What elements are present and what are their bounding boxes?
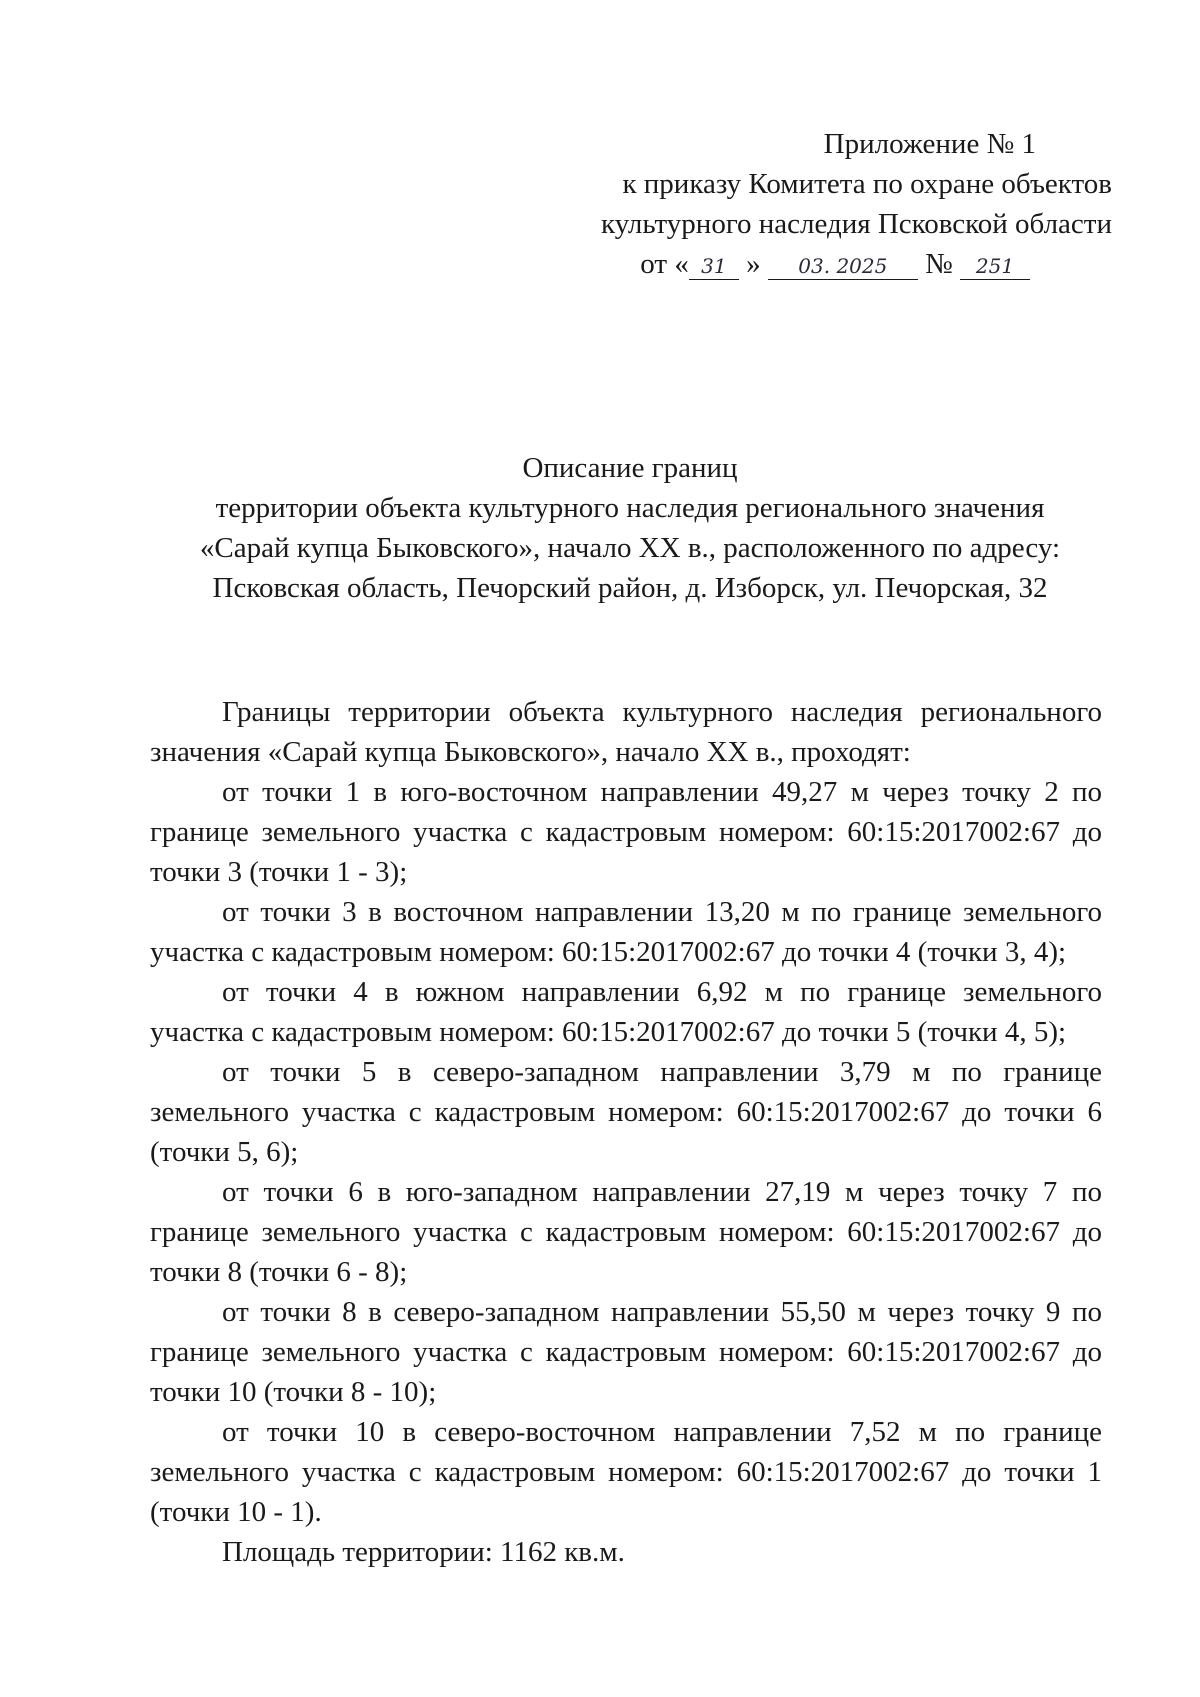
date-prefix: от «	[640, 248, 689, 280]
title-line-3: «Сарай купца Быковского», начало XX в., расположенного по адресу:	[199, 532, 1061, 564]
boundary-segment: от точки 10 в северо-восточном направлении 7,52 м по границе земельного участка с кадастровым номером: 60:15:2017002:67 до точки 1 (точки 10 - 1).	[150, 1416, 1102, 1528]
appendix-title: Приложение № 1	[823, 128, 1036, 160]
title-line-2: территории объекта культурного наследия регионального значения	[215, 492, 1045, 524]
boundary-segment: от точки 8 в северо-западном направлении 55,50 м через точку 9 по границе земельного участка с кадастровым номером: 60:15:2017002:67 до точки 10 (точки 8 - 10);	[150, 1296, 1102, 1408]
appendix-date-line	[592, 244, 1030, 284]
date-mid: »	[746, 248, 761, 280]
boundary-segment: от точки 6 в юго-западном направлении 27,19 м через точку 7 по границе земельного участка с кадастровым номером: 60:15:2017002:67 до точки 8 (точки 6 - 8);	[150, 1176, 1102, 1288]
appendix-committee: культурного наследия Псковской области	[601, 208, 1112, 240]
boundary-segment: от точки 5 в северо-западном направлении 3,79 м по границе земельного участка с кадастровым номером: 60:15:2017002:67 до точки 6 (точки 5, 6);	[150, 1056, 1102, 1168]
boundary-segment: от точки 1 в юго-восточном направлении 49,27 м через точку 2 по границе земельного участка с кадастровым номером: 60:15:2017002:67 до точки 3 (точки 1 - 3);	[150, 776, 1102, 888]
title-line-4: Псковская область, Печорский район, д. Изборск, ул. Печорская, 32	[212, 572, 1048, 604]
appendix-order-ref: к приказу Комитета по охране объектов	[622, 168, 1112, 200]
handwritten-number: 251	[960, 253, 1030, 280]
title-line-1: Описание границ	[522, 452, 738, 484]
number-prefix: №	[925, 248, 953, 280]
territory-area: Площадь территории: 1162 кв.м.	[222, 1536, 625, 1568]
intro-paragraph: Границы территории объекта культурного наследия регионального значения «Сарай купца Быковского», начало XX в., проходят:	[150, 696, 1102, 768]
handwritten-date: 03. 2025	[768, 253, 918, 280]
document-title	[150, 448, 1110, 608]
appendix-header	[592, 124, 1112, 284]
document-body	[150, 692, 1102, 1572]
handwritten-day: 31	[689, 253, 739, 280]
boundary-segment: от точки 4 в южном направлении 6,92 м по границе земельного участка с кадастровым номером: 60:15:2017002:67 до точки 5 (точки 4, 5);	[150, 976, 1102, 1048]
boundary-segment: от точки 3 в восточном направлении 13,20 м по границе земельного участка с кадастровым номером: 60:15:2017002:67 до точки 4 (точки 3, 4);	[150, 896, 1102, 968]
